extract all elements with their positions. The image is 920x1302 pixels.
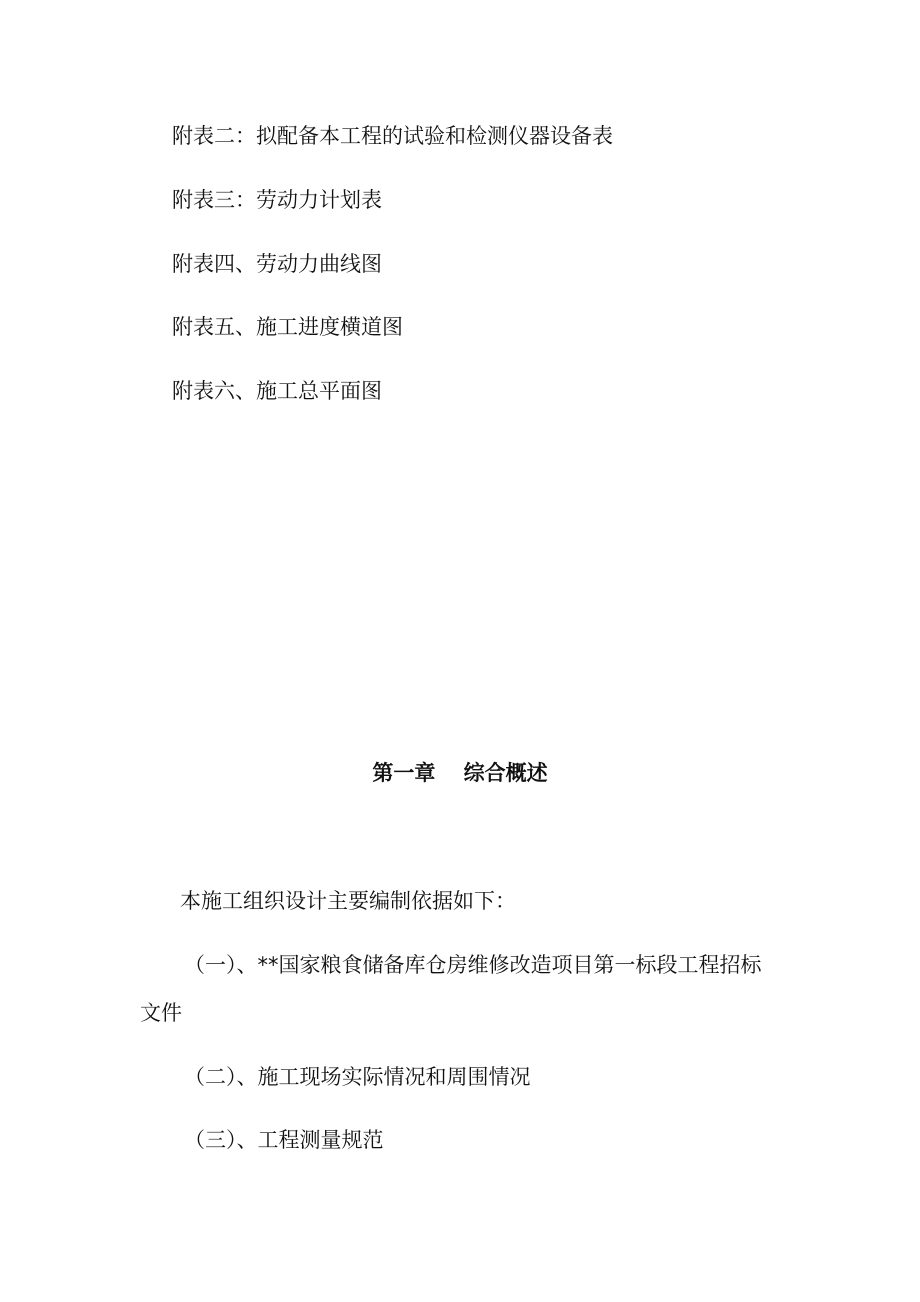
intro-paragraph: 本施工组织设计主要编制依据如下：: [180, 889, 516, 913]
appendix-item-3: 附表三：劳动力计划表: [172, 188, 382, 212]
basis-item-1-line-1: （一）、**国家粮食储备库仓房维修改造项目第一标段工程招标: [184, 953, 762, 977]
basis-item-2: （二）、施工现场实际情况和周围情况: [184, 1065, 531, 1089]
appendix-item-2: 附表二：拟配备本工程的试验和检测仪器设备表: [172, 124, 613, 148]
appendix-item-5: 附表五、施工进度横道图: [172, 315, 403, 339]
appendix-item-4: 附表四、劳动力曲线图: [172, 252, 382, 276]
appendix-item-6: 附表六、施工总平面图: [172, 379, 382, 403]
basis-item-1-line-2: 文件: [140, 1001, 182, 1025]
basis-item-3: （三）、工程测量规范: [184, 1128, 384, 1152]
chapter-title: 第一章 综合概述: [372, 761, 548, 785]
